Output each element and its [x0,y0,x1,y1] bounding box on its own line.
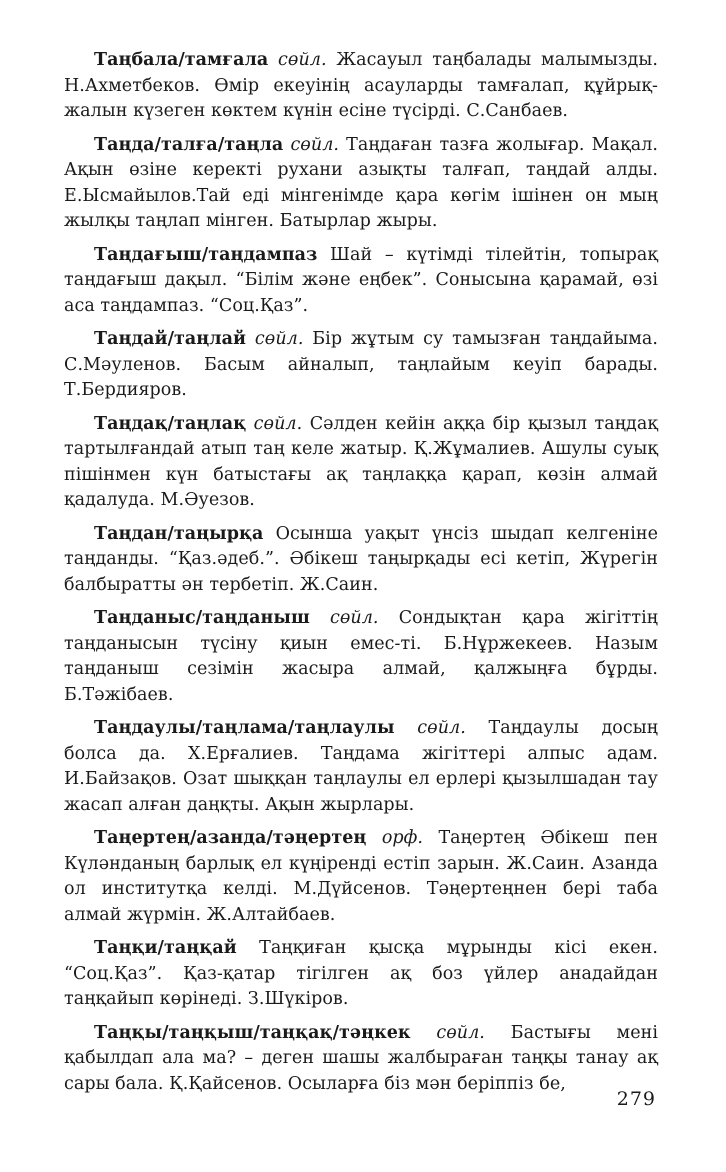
entry-headword: Таңдан/таңырқа [94,523,264,544]
entry-text: Таңқиған қысқа мұрынды кісі екен. “Соц.Қаз”. Қаз-қатар тігілген ақ боз үйлер анадайдан таңқайып көрінеді. З.Шүкіров. [64,938,658,1009]
entry-pos-label: сөйл. [417,718,466,738]
entry-text: Осынша уақыт үнсіз шыдап келгеніне таңданды. “Қаз.әдеб.”. Әбікеш таңырқады есі кетіп, Жүрегін балбыратты ән тербетіп. Ж.Саин. [64,523,658,595]
entry-text: Таңертең Әбікеш пен Күләнданың барлық ел күңіренді естіп зарын. Ж.Саин. Азанда ол институтқа келді. М.Дүйсенов. Тәңертеңнен бері таба алмай жүрмін. Ж.Алтайбаев. [64,828,658,925]
entry-text: Шай – күтімді тілейтін, топырақ таңдағыш дақыл. “Білім және еңбек”. Сонысына қарамай, өзі аса таңдампаз. “Соц.Қаз”. [64,244,658,316]
entry-headword: Таңқы/таңқыш/таңқақ/тәңкек [94,1022,411,1043]
entry-tandagysh [64,243,658,320]
page-number: 279 [616,1088,656,1110]
entry-headword: Таңданыс/таңданыш [94,608,310,628]
entry-text: Бастығы мені қабылдап ала ма? – деген шашы жалбыраған таңқы танау ақ сары бала. Қ.Қайсенов. Осыларға біз мән беріппіз бе, [64,1022,658,1094]
entry-tanqy [64,1021,658,1098]
entry-text: Таңдаулы досың болса да. Х.Ерғалиев. Таңдама жігіттері алпыс адам. И.Байзақов. Озат шыққан таңлаулы ел ерлері қызылшадан тау жасап алған даңқты. Ақын жырлары. [64,718,658,815]
entry-pos-label: сөйл. [436,1022,485,1043]
entry-text: Сәлден кейін аққа бір қызыл таңдақ тартылғандай атып таң келе жатыр. Қ.Жұмалиев. Ашулы суық пішінмен күн батыстағы ақ таңлаққа қарап, көзін алмай қадалуда. М.Әуезов. [64,413,658,510]
entry-headword: Таңқи/таңқай [94,938,237,958]
entry-text: Сондықтан қара жігіттің таңданысын түсіну қиын емес-ті. Б.Нұржекеев. Назым таңданыш сезімін жасыра алмай, қалжыңға бұрды. Б.Тәжібаев. [64,608,658,705]
entry-pos-label: сөйл. [254,329,304,349]
dictionary-page [64,48,658,1105]
entry-headword: Таңдаулы/таңлама/таңлаулы [94,718,395,738]
entry-pos-label: сөйл. [329,608,379,628]
entry-headword: Таңдағыш/таңдампаз [94,244,318,265]
entry-pos-label: сөйл. [290,134,340,155]
entry-tanerten [64,826,658,928]
entry-headword: Таңда/талға/таңла [94,134,284,155]
entry-tandanys [64,606,658,708]
entry-headword: Таңдақ/таңлақ [94,413,247,434]
entry-pos-label: орф. [381,828,424,848]
entry-pos-label: сөйл. [278,50,327,70]
entry-tandan [64,522,658,599]
entry-tanbala [64,48,658,125]
entry-text: Жасауыл таңбалады малымызды. Н.Ахметбеков. Өмір екеуінің асауларды тамғалап, құйрық-жалын күзеген көктем күнін есіне түсірді. С.Санбаев. [64,50,658,121]
entry-headword: Таңбала/тамғала [94,50,269,70]
entry-text: Бір жұтым су тамызған таңдайыма. С.Мәуленов. Басым айналып, таңлайым кеуіп барады. Т.Бердияров. [64,329,658,400]
entry-tanda [64,133,658,235]
entry-tanqi [64,936,658,1013]
entry-text: Таңдаған тазға жолығар. Мақал. Ақын өзіне керекті рухани азықты талғап, таңдай алды. Е.Ысмайылов.Тай еді мінгенімде қара көгім ішінен он мың жылқы таңлап мінген. Батырлар жыры. [64,134,658,231]
entry-headword: Таңдай/таңлай [94,329,247,349]
entry-headword: Таңертең/азанда/тәңертең [94,828,367,848]
entry-tandauly [64,716,658,818]
entry-tanday [64,327,658,404]
entry-tandaq [64,412,658,514]
entry-pos-label: сөйл. [253,413,303,434]
